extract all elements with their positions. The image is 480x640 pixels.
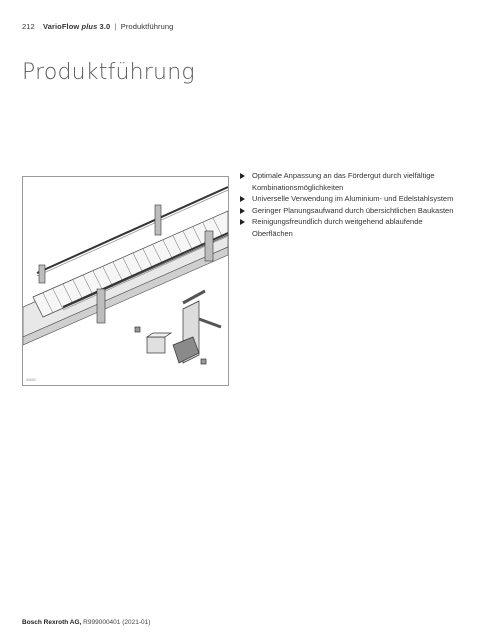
running-header <box>22 22 173 31</box>
page-number: 212 <box>22 22 35 31</box>
figure-code: 00000 <box>26 378 36 382</box>
product-name: VarioFlow plus 3.0 <box>43 22 111 31</box>
feature-list <box>240 170 465 239</box>
header-separator: | <box>114 22 117 31</box>
list-item: Reinigungsfreundlich durch weitgehend ablaufende Oberflächen <box>240 216 465 239</box>
page-footer <box>22 619 150 626</box>
list-item: Optimale Anpassung an das Fördergut durch vielfältige Kombinationsmöglichkeiten <box>240 170 465 193</box>
section-name: Produktführung <box>120 22 174 31</box>
list-item: Universelle Verwendung im Aluminium- und Edelstahlsystem <box>240 193 465 205</box>
list-item: Geringer Planungsaufwand durch übersichtlichen Baukasten <box>240 205 465 217</box>
document-number: R999000401 (2021-01) <box>83 619 151 626</box>
conveyor-guide-drawing <box>23 177 228 385</box>
bullet-arrow-icon <box>240 196 245 202</box>
bullet-arrow-icon <box>240 219 245 225</box>
product-illustration <box>22 176 229 386</box>
page-title: Produktführung <box>22 60 195 85</box>
company-name: Bosch Rexroth AG, <box>22 619 82 626</box>
bullet-arrow-icon <box>240 173 245 179</box>
bullet-arrow-icon <box>240 208 245 214</box>
